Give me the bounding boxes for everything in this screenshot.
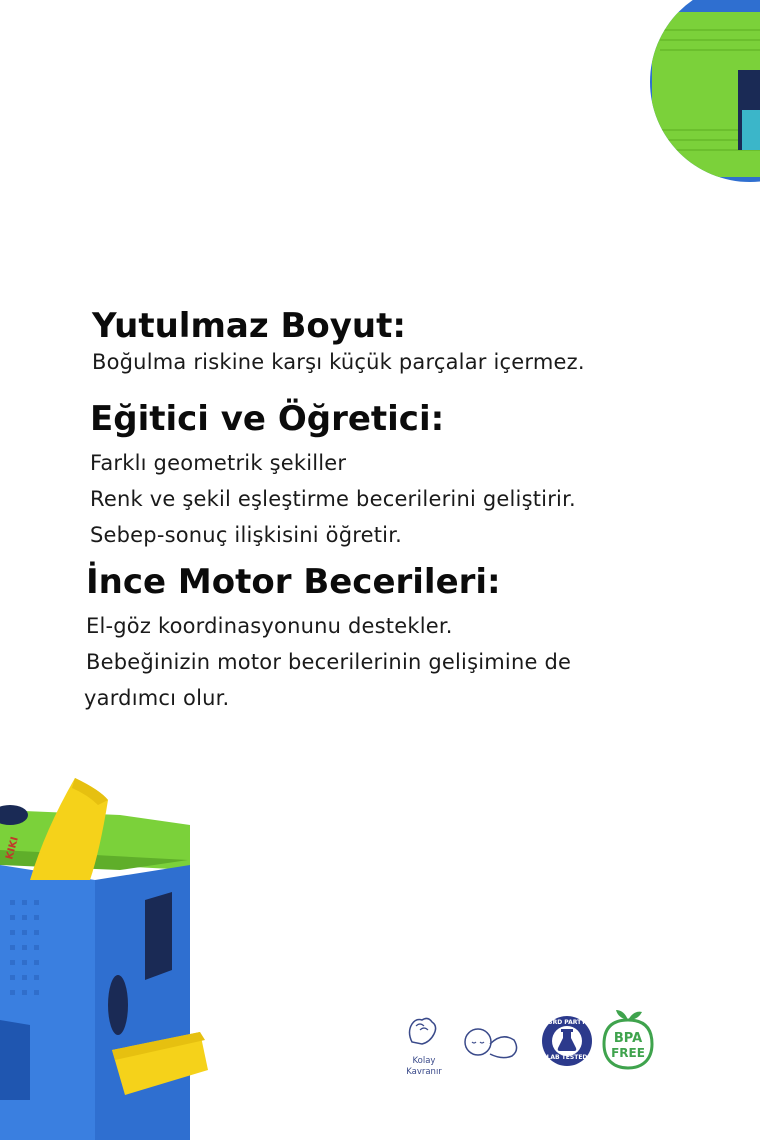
grip-label-line2: Kavranır xyxy=(406,1067,442,1077)
toy-cube-bottom-image xyxy=(0,770,230,1140)
sleeping-baby-icon xyxy=(462,1022,522,1064)
toy-cube-corner-top-image xyxy=(590,0,760,190)
body-line: Renk ve şekil eşleştirme becerilerini geliştirir. xyxy=(90,487,576,511)
svg-text:KIKI: KIKI xyxy=(4,835,21,861)
grip-label-line1: Kolay xyxy=(412,1056,436,1066)
body-line: yardımcı olur. xyxy=(84,686,230,710)
body-line: Farklı geometrik şekiller xyxy=(90,451,347,475)
bpa-line2: FREE xyxy=(611,1046,645,1060)
hand-grip-icon xyxy=(402,1014,442,1048)
bpa-line1: BPA xyxy=(613,1031,643,1046)
heading-yutulmaz-boyut: Yutulmaz Boyut: xyxy=(92,306,406,346)
body-line: Sebep-sonuç ilişkisini öğretir. xyxy=(90,523,402,547)
body-line: Boğulma riskine karşı küçük parçalar içermez. xyxy=(92,350,585,374)
heading-ince-motor: İnce Motor Becerileri: xyxy=(86,562,501,602)
heading-egitici-ogretici: Eğitici ve Öğretici: xyxy=(90,399,445,439)
lab-text-top: 3RD PARTY xyxy=(548,1019,586,1026)
body-line: Bebeğinizin motor becerilerinin gelişimine de xyxy=(86,650,572,674)
lab-text-bottom: LAB TESTED xyxy=(546,1054,588,1061)
feature-badges xyxy=(402,1008,662,1088)
body-line: El-göz koordinasyonunu destekler. xyxy=(86,614,453,638)
